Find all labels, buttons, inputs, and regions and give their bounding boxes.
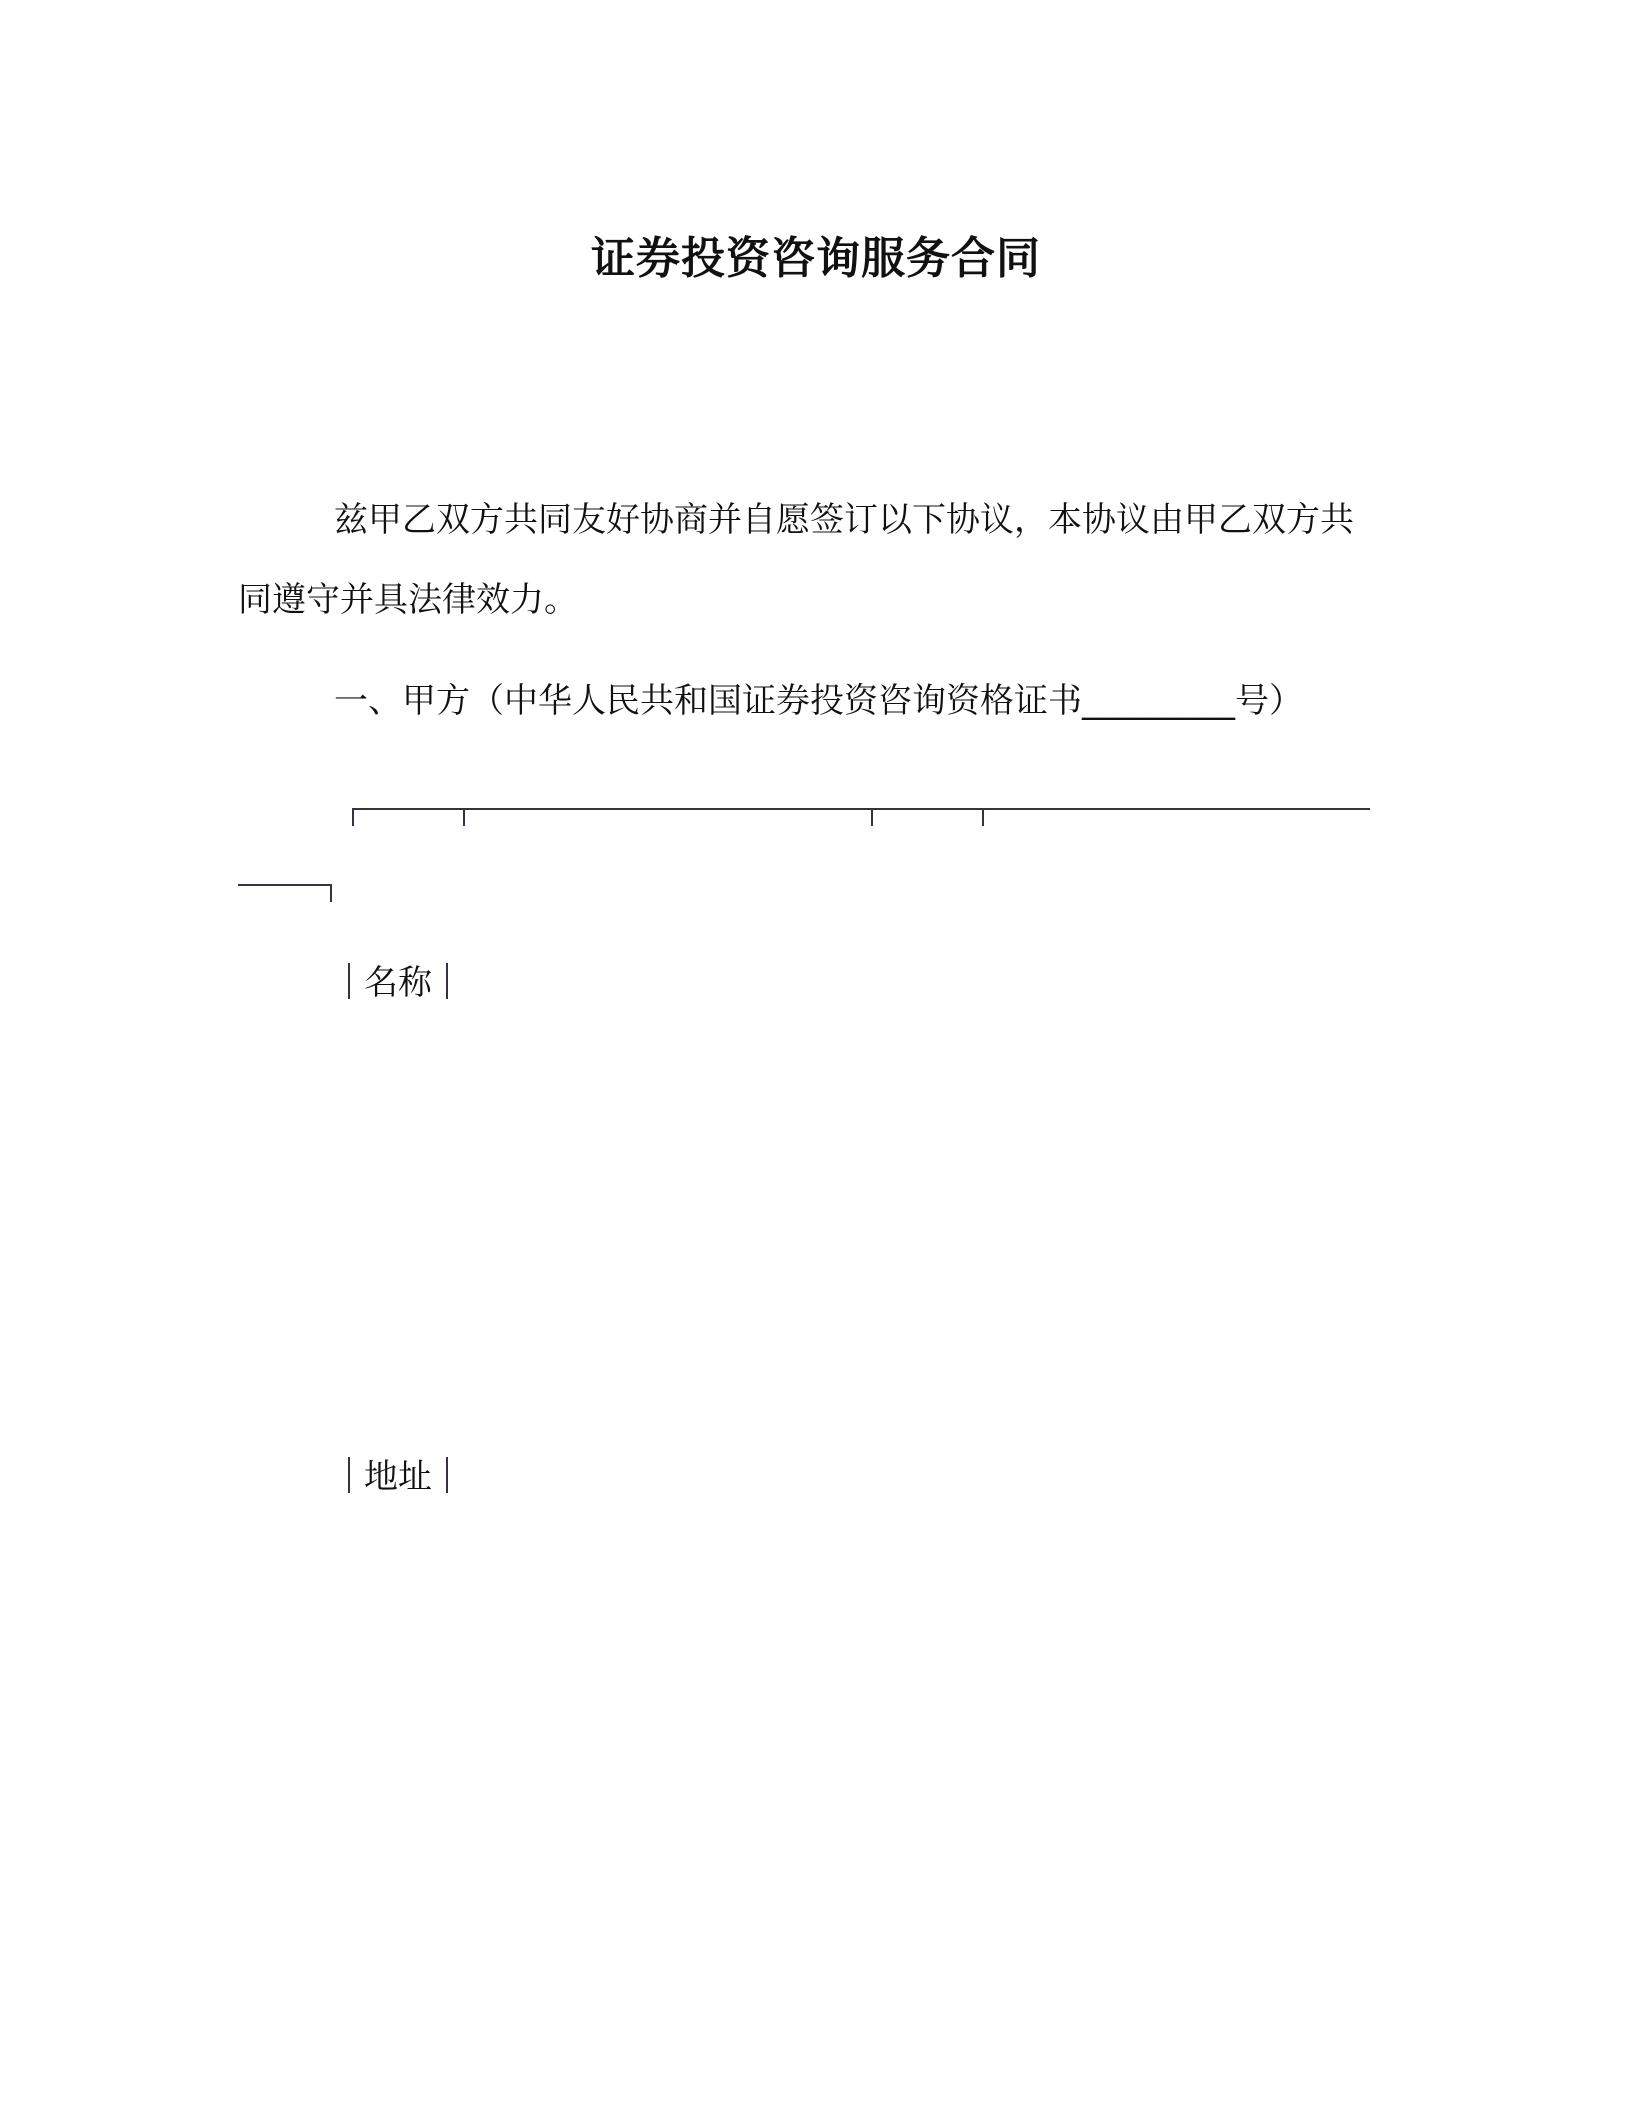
intro-paragraph: 兹甲乙双方共同友好协商并自愿签订以下协议，本协议由甲乙双方共同遵守并具法律效力。 <box>238 500 1354 620</box>
cell-border <box>446 1457 448 1493</box>
cell-border <box>348 1457 350 1493</box>
table-divider <box>871 808 873 826</box>
cell-border <box>446 963 448 999</box>
address-label: 地址 <box>364 1457 432 1497</box>
table-divider <box>982 808 984 826</box>
clause-one-party-a: 一、甲方（中华人民共和国证券投资咨询资格证书_________号） <box>334 681 1303 721</box>
table-divider <box>330 884 332 902</box>
document-title: 证券投资咨询服务合同 <box>591 233 1041 284</box>
name-field-row <box>334 958 462 1008</box>
address-field-row <box>334 1452 462 1502</box>
name-label: 名称 <box>364 963 432 1003</box>
table-top-border <box>352 808 1370 810</box>
table-divider <box>463 808 465 826</box>
cell-border <box>348 963 350 999</box>
table-divider <box>352 808 354 826</box>
table-left-border <box>238 884 332 886</box>
